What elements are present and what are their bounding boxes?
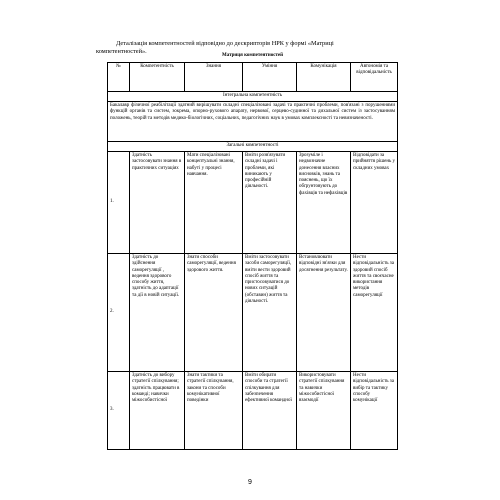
integral-section-title: Інтегральна компетентність: [108, 92, 398, 102]
communication-cell: Використовувати стратегії спілкування та навички міжособистісної взаємодії: [297, 372, 351, 450]
row-number: 3.: [108, 372, 130, 450]
header-knowledge: Знання: [185, 63, 243, 92]
intro-line-2: компетентностей».: [96, 48, 147, 56]
competence-cell: Здатність до здійснення саморегуляції , ведення здорового способу життя, здатність до адаптації та дії в новій ситуації.: [130, 254, 185, 372]
skills-cell: Вміти обирати способи та стратегії спілкування для забезпечення ефективної командної: [243, 372, 297, 450]
competence-cell: Здатність застосовувати знання в практичних ситуаціях: [130, 152, 185, 254]
integral-competence-text: Бакалавр фізичної реабілітації здатний вирішувати складні спеціалізовані задачі та практичні проблеми, пов'язані з порушеннями функцій органів та систем, зокрема, опорно-рухового апарату, нервової, серцево-судинної та дихальної систем із застосуванням положень, теорій та методів медико-біологічних, соціальних, педагогічних наук в умовах комплексності та невизначеності.: [108, 102, 398, 142]
row-number: 1.: [108, 152, 130, 254]
general-section-title: Загальні компетентності: [108, 142, 398, 152]
knowledge-cell: Знати способи саморегуляції, ведення здорового життя.: [185, 254, 243, 372]
header-communication: Комунікація: [297, 63, 351, 92]
header-competence: Компетентність: [130, 63, 185, 92]
table-row: [108, 372, 398, 450]
autonomy-cell: Відповідати за прийняття рішень у складних умовах: [351, 152, 398, 254]
page-number: 9: [248, 479, 252, 486]
knowledge-cell: Знати тактики та стратегії спілкування, закони та способи комунікативної поведінки: [185, 372, 243, 450]
competence-cell: Здатність до вибору стратегії спілкування; здатність працювати в команді; навички міжособистісної: [130, 372, 185, 450]
intro-line-1: Деталізація компетентностей відповідно до дескрипторів НРК у формі «Матриці: [116, 40, 334, 47]
header-skills: Уміння: [243, 63, 297, 92]
header-number: №: [108, 63, 130, 92]
autonomy-cell: Нести відповідальність за здоровий спосіб життя та своєчасне використання методів саморегуляції: [351, 254, 398, 372]
competence-matrix-table: [107, 52, 398, 450]
skills-cell: Вміти застосовувати засоби саморегуляції, вміти вести здоровий спосіб життя та пристосовуватися до нових ситуацій (обставин) життя та діяльності.: [243, 254, 297, 372]
table-title: Матриця компетентностей: [222, 53, 284, 58]
row-number: 2.: [108, 254, 130, 372]
table-row: [108, 254, 398, 372]
communication-cell: Зрозуміле і недвозначне донесення власних висновків, знань та пояснень, що їх обґрунтовують до фахівців та нефахівців: [297, 152, 351, 254]
skills-cell: Вміти розв'язувати складні задачі і проблеми, які виникають у професійній діяльності.: [243, 152, 297, 254]
communication-cell: Встановлювати відповідні зв'язки для досягнення результату.: [297, 254, 351, 372]
autonomy-cell: Нести відповідальність за вибір та тактику способу комунікації: [351, 372, 398, 450]
header-autonomy: Автономія та відповідальність: [351, 63, 398, 92]
table-row: [108, 152, 398, 254]
table-header-row: [108, 63, 398, 92]
knowledge-cell: Мати спеціалізовані концептуальні знання, набуті у процесі навчання.: [185, 152, 243, 254]
